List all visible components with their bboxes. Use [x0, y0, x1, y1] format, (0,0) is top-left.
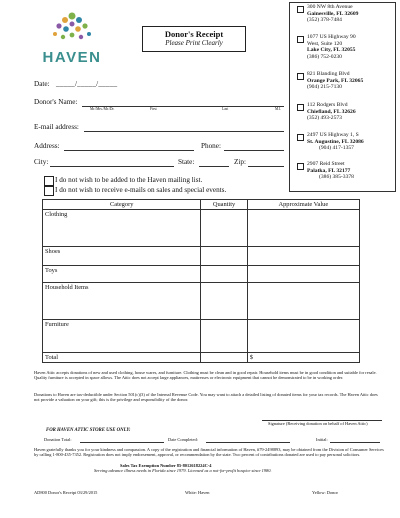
initial-label: Initial: — [316, 437, 328, 442]
name-sub-last: Last — [222, 107, 229, 111]
logo-mark-icon — [32, 8, 112, 46]
row-label-toys: Toys — [43, 266, 201, 283]
quantity-cell[interactable] — [201, 247, 247, 266]
copy-white-note: White: Haven — [185, 490, 210, 495]
city-field[interactable] — [50, 166, 174, 167]
form-id: AD800 Donor's Receipt 03/29/2015 — [34, 490, 98, 495]
tax-exemption-number: Sales Tax Exemption Number 85-8012618224C-4 — [120, 463, 212, 468]
table-row — [43, 247, 360, 266]
quantity-cell[interactable] — [201, 283, 247, 320]
quantity-cell[interactable] — [201, 210, 247, 247]
value-cell[interactable] — [247, 283, 359, 320]
state-label: State: — [178, 158, 195, 166]
donor-name-label: Donor's Name: — [34, 98, 78, 106]
col-header-value: Approximate Value — [247, 200, 359, 210]
acceptance-note: Haven Attic accepts donations of new and used clothing, house wares, and furniture. Clothing must be clean and in good repair. Household items must be in good condition and suitable for resale. Quality furniture is accepted in space allows. The Attic does not accept large appliances, mattresses or electronic equipment that cannot be demonstrated to be in working order. — [34, 370, 377, 381]
date-completed-label: Date Completed: — [168, 437, 198, 442]
location-gainesville: 300 NW 8th Avenue Gainesville, FL 32609 (352) 378-7484 — [307, 4, 359, 24]
location-checkbox-palatka[interactable] — [297, 163, 304, 170]
phone-field[interactable] — [224, 150, 284, 151]
value-cell[interactable] — [247, 210, 359, 247]
receipt-title: Donor's Receipt — [164, 29, 224, 39]
logo-text: HAVEN — [42, 49, 102, 66]
name-sub-mi: M.I. — [275, 107, 282, 111]
col-header-category: Category — [43, 200, 201, 210]
name-sub-first: First — [150, 107, 157, 111]
value-cell[interactable] — [247, 247, 359, 266]
email-opt-out-label: I do not wish to receive e-mails on sales and special events. — [55, 186, 227, 194]
location-chiefland: 112 Rodgers Blvd Chiefland, FL 32626 (352) 493-2573 — [307, 102, 356, 122]
email-opt-out-checkbox[interactable] — [44, 186, 54, 196]
serving-statement: Serving advance illness needs in Florida since 1979. Licensed as a not-for-profit hospice since 1980. — [94, 468, 272, 473]
initial-field[interactable] — [330, 442, 380, 443]
row-label-shoes: Shoes — [43, 247, 201, 266]
receipt-subtitle: Please Print Clearly — [165, 39, 223, 47]
quantity-cell[interactable] — [201, 266, 247, 283]
date-completed-field[interactable] — [206, 442, 290, 443]
zip-label: Zip: — [234, 158, 246, 166]
haven-logo — [32, 8, 112, 68]
location-checkbox-lake-city[interactable] — [297, 36, 304, 43]
address-label: Address: — [34, 142, 60, 150]
total-label: Total — [43, 353, 201, 363]
location-palatka: 2907 Reid Street Palatka, FL 32177 (386) 385-3378 — [307, 161, 354, 181]
name-sub-title: Mr./Mrs./Mr./Dr. — [90, 107, 115, 111]
row-label-clothing: Clothing — [43, 210, 201, 247]
mailing-opt-out-checkbox[interactable] — [44, 176, 54, 186]
tax-deduction-note: Donations to Haven are tax-deductible under Section 501(c)(3) of the Internal Revenue Code. You may want to attach a detailed listing of donated items for your tax records. The Haven Attic does not provide a valuation on your gift; this is the privilege and responsibility of the donor. — [34, 392, 378, 403]
donation-total-label: Donation Total: — [44, 437, 72, 442]
table-header-row — [43, 200, 360, 210]
email-label: E-mail address: — [34, 123, 79, 131]
table-row — [43, 283, 360, 320]
location-checkbox-chiefland[interactable] — [297, 104, 304, 111]
value-cell[interactable] — [247, 266, 359, 283]
mailing-opt-out-label: I do not wish to be added to the Haven mailing list. — [55, 176, 203, 184]
location-checkbox-orange-park[interactable] — [297, 73, 304, 80]
thank-you-note: Haven gratefully thanks you for your kindness and compassion. A copy of the registration and financial information of Haven, #79-2498893, may be obtained from the Division of Consumer Services by calling 1-800-435-7352. Registration does not imply endorsement, approval, or recommendation by the state. Two percent of contributions donated are used to pay personal solicitors. — [34, 447, 384, 458]
zip-field[interactable] — [248, 166, 284, 167]
location-checkbox-st-augustine[interactable] — [297, 134, 304, 141]
location-lake-city: 1077 US Highway 90 West, Suite 120 Lake City, FL 32055 (386) 752-0230 — [307, 34, 356, 60]
table-row — [43, 266, 360, 283]
table-row — [43, 210, 360, 247]
quantity-cell[interactable] — [201, 320, 247, 353]
date-label: Date: — [34, 80, 50, 88]
copy-yellow-note: Yellow: Donor — [312, 490, 339, 495]
signature-caption: Signature (Receiving donation on behalf of Haven Attic) — [268, 421, 368, 426]
city-label: City: — [34, 158, 49, 166]
address-field[interactable] — [64, 150, 194, 151]
total-quantity-cell[interactable] — [201, 353, 247, 363]
table-row — [43, 320, 360, 353]
value-cell[interactable] — [247, 320, 359, 353]
row-label-household-items: Household Items — [43, 283, 201, 320]
table-total-row — [43, 353, 360, 363]
location-orange-park: 821 Blanding Blvd Orange Park, FL 32065 (904) 215-7130 — [307, 71, 364, 91]
location-checkbox-gainesville[interactable] — [297, 6, 304, 13]
total-value-cell[interactable]: $ — [247, 353, 359, 363]
date-field[interactable]: _____/_____/_____ — [56, 80, 118, 88]
location-st-augustine: 2497 US Highway 1, S St. Augustine, FL 32086 (904) 417-1357 — [307, 132, 364, 152]
donation-table — [42, 199, 360, 363]
phone-label: Phone: — [201, 142, 221, 150]
email-field[interactable] — [84, 131, 284, 132]
col-header-quantity: Quantity — [201, 200, 247, 210]
row-label-furniture: Furniture — [43, 320, 201, 353]
donation-total-field[interactable] — [80, 442, 164, 443]
office-use-header: FOR HAVEN ATTIC STORE USE ONLY: — [46, 428, 131, 433]
state-field[interactable] — [199, 166, 229, 167]
receipt-title-box — [142, 26, 246, 52]
